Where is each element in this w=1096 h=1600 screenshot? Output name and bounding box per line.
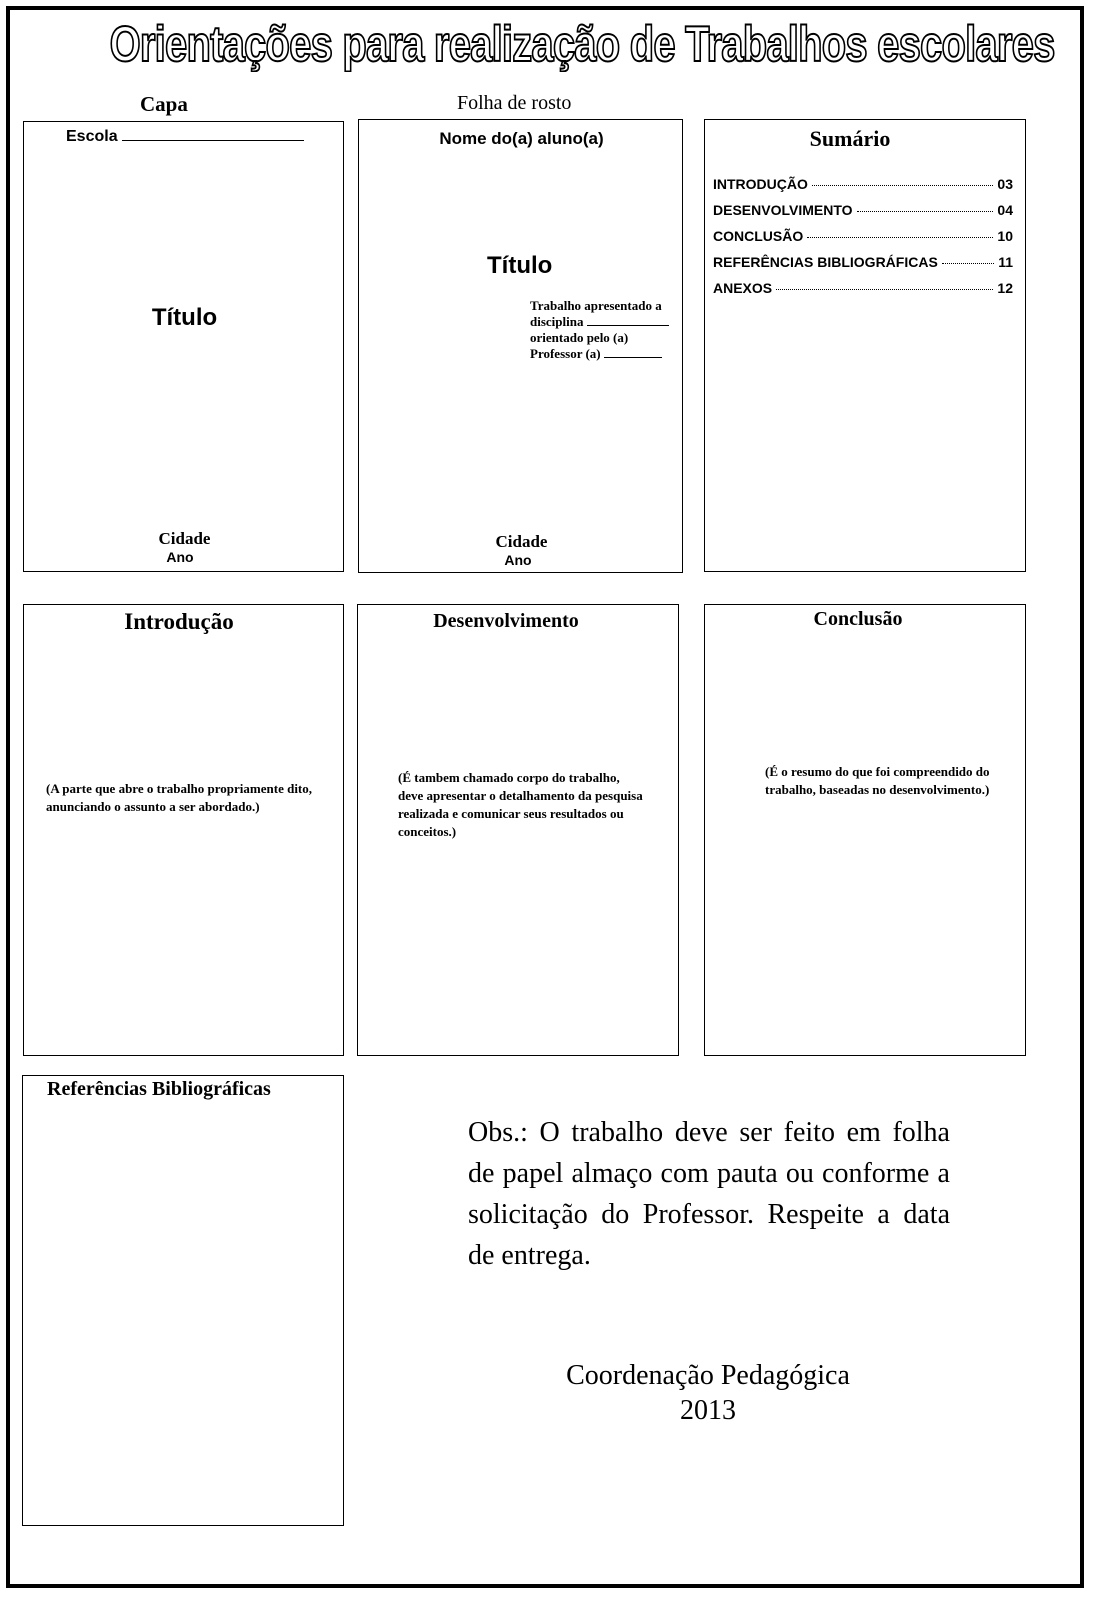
apresentacao-line-2: disciplina <box>530 314 680 330</box>
introducao-heading: Introdução <box>124 609 234 634</box>
capa-label: Capa <box>140 92 188 116</box>
conclusao-page <box>704 604 1026 1056</box>
toc-item: REFERÊNCIAS BIBLIOGRÁFICAS 11 <box>713 254 1013 270</box>
escola-field <box>66 128 304 146</box>
apresentacao-line-3: orientado pelo (a) <box>530 330 629 345</box>
sumario-heading: Sumário <box>809 126 891 151</box>
sumario-page <box>704 119 1026 572</box>
capa-page <box>23 121 344 572</box>
capa-titulo: Título <box>151 304 218 331</box>
referencias-page <box>22 1075 344 1526</box>
folha-de-rosto-label: Folha de rosto <box>457 92 572 114</box>
escola-label: Escola <box>66 128 118 145</box>
toc-item: DESENVOLVIMENTO 04 <box>713 202 1013 218</box>
coordenacao-name: Coordenação Pedagógica <box>566 1360 850 1391</box>
desenvolvimento-page <box>357 604 679 1056</box>
nome-aluno: Nome do(a) aluno(a) <box>439 129 604 148</box>
coordenacao-signature <box>500 1358 916 1428</box>
desenvolvimento-heading: Desenvolvimento <box>433 610 579 632</box>
rosto-titulo: Título <box>487 252 553 279</box>
toc-item: INTRODUÇÃO 03 <box>713 176 1013 192</box>
conclusao-heading: Conclusão <box>813 608 903 630</box>
rosto-cidade: Cidade <box>495 532 548 551</box>
conclusao-text: (É o resumo do que foi compreendido do trabalho, baseadas no desenvolvimento.) <box>765 764 990 797</box>
introducao-text: (A parte que abre o trabalho propriamente dito, anunciando o assunto a ser abordado.) <box>46 781 313 814</box>
apresentacao-line-1: Trabalho apresentado a <box>530 298 662 313</box>
escola-blank-line <box>122 140 304 141</box>
apresentacao-line-4: Professor (a) <box>530 346 680 362</box>
introducao-page <box>23 604 344 1056</box>
toc-item: ANEXOS 12 <box>713 280 1013 296</box>
observacao-text: Obs.: O trabalho deve ser feito em folha de papel almaço com pauta ou conforme a solicitação do Professor. Respeite a data de entrega. <box>468 1117 950 1271</box>
toc-item: CONCLUSÃO 10 <box>713 228 1013 244</box>
rosto-ano: Ano <box>504 552 532 568</box>
referencias-heading: Referências Bibliográficas <box>47 1078 271 1100</box>
page-title: Orientações para realização de Trabalhos escolares <box>109 16 1055 72</box>
desenvolvimento-text: (É tambem chamado corpo do trabalho, deve apresentar o detalhamento da pesquisa realizada e comunicar seus resultados ou conceitos.) <box>398 770 643 839</box>
apresentacao-block <box>530 298 680 362</box>
coordenacao-year: 2013 <box>680 1395 736 1426</box>
capa-cidade: Cidade <box>158 529 211 548</box>
folha-de-rosto-page <box>358 119 683 573</box>
capa-ano: Ano <box>166 549 194 565</box>
